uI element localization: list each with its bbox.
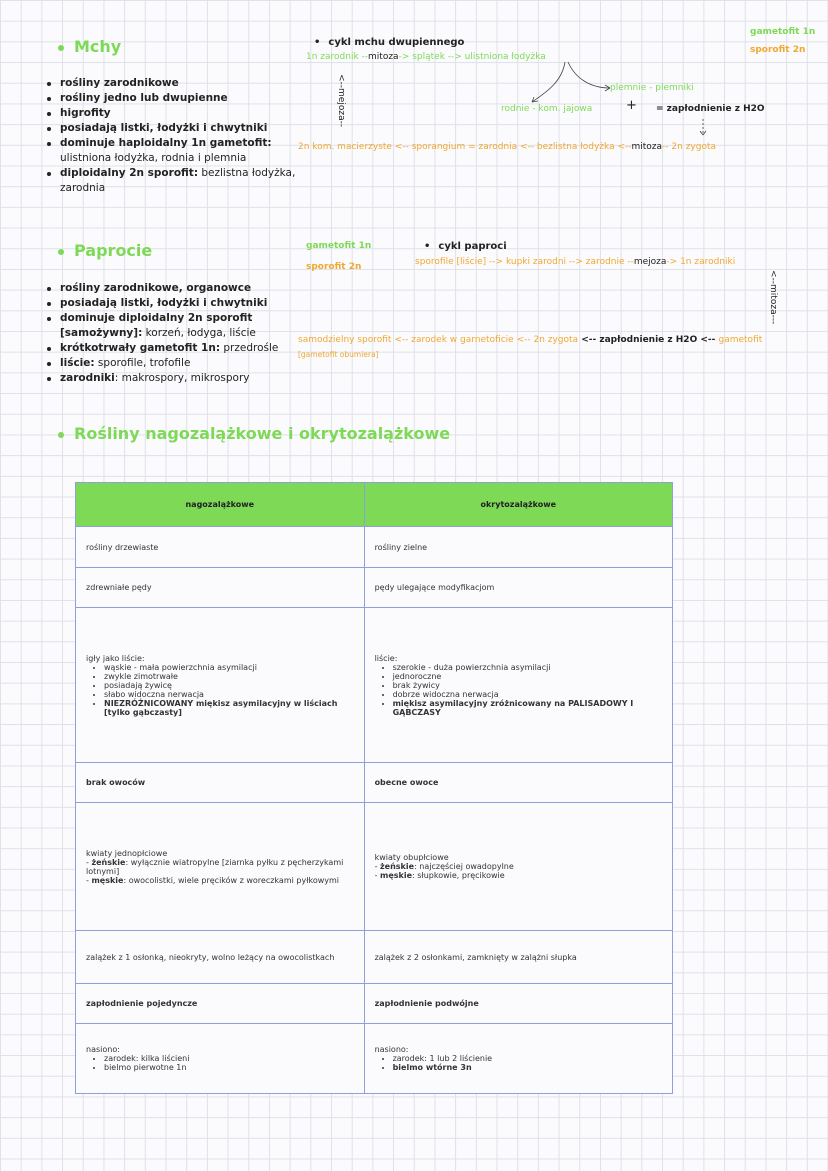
list-item: rośliny jedno lub dwupienne	[60, 91, 300, 106]
table-header-row	[76, 483, 673, 527]
paprocie-mitoza: <--mitoza---	[768, 270, 778, 325]
list-item: zarodniki: makrospory, mikrospory	[60, 371, 310, 386]
table-cell: brak owoców	[76, 763, 365, 803]
mchy-down-arrow	[698, 118, 708, 138]
section-title-text: Paprocie	[74, 241, 153, 260]
paprocie-cycle-top: sporofile [liście] --> kupki zarodni --> zarodnie --mejoza-> 1n zarodniki	[415, 257, 736, 267]
mchy-cycle-row1: 1n zarodnik --mitoza-> splątek --> ulistniona łodyżka	[306, 52, 546, 62]
mchy-branch-arrows	[520, 60, 620, 110]
mchy-bullet-list	[40, 76, 300, 196]
list-item: rośliny zarodnikowe	[60, 76, 300, 91]
table-cell: igły jako liście: • wąskie - mała powierzchnia asymilacji • zwykle zimotrwałe • posiadają żywicę • słabo widoczna nerwacja • NIEZRÓŻNICOWANY miękisz asymilacyjny w liściach [tylko gąbczasty]	[76, 608, 365, 763]
table-cell: liście: • szerokie - duża powierzchnia asymilacji • jednoroczne • brak żywicy • dobrze widoczna nerwacja • miękisz asymilacyjny zróżnicowany na PALISADOWY I GĄBCZASY	[364, 608, 672, 763]
section-title-rosliny	[58, 424, 450, 443]
paprocie-bullet-list	[40, 281, 310, 386]
table-cell: kwiaty obupłciowe - żeńskie: najczęściej owadopylne - męskie: słupkowie, pręcikowie	[364, 803, 672, 931]
list-item: liście: sporofile, trofofile	[60, 356, 310, 371]
mchy-cycle-title: • cykl mchu dwupiennego	[314, 37, 464, 48]
table-row	[76, 527, 673, 568]
table-cell: nasiono: • zarodek: kilka liścieni • bielmo pierwotne 1n	[76, 1024, 365, 1094]
table-cell: zapłodnienie pojedyncze	[76, 984, 365, 1024]
table-cell: pędy ulegające modyfikacjom	[364, 568, 672, 608]
mchy-zaplodnienie: = zapłodnienie z H2O	[656, 104, 765, 114]
table-row	[76, 984, 673, 1024]
list-item: posiadają listki, łodyżki i chwytniki	[60, 296, 310, 311]
list-item: rośliny zarodnikowe, organowce	[60, 281, 310, 296]
mchy-plemnie: plemnie - plemniki	[610, 83, 694, 93]
bullet-dot	[58, 45, 64, 51]
list-item: dominuje diploidalny 2n sporofit [samożywny]: korzeń, łodyga, liście	[60, 311, 310, 341]
mchy-mejoza: <--mejoza--	[336, 74, 346, 128]
header-nagozalazkowe: nagozalążkowe	[76, 483, 365, 527]
table-cell: obecne owoce	[364, 763, 672, 803]
table-cell: rośliny zielne	[364, 527, 672, 568]
list-item: higrofity	[60, 106, 300, 121]
paprocie-legend-sporofit: sporofit 2n	[306, 262, 362, 272]
mchy-legend-gametofit: gametofit 1n	[750, 27, 816, 37]
table-row	[76, 763, 673, 803]
table-row	[76, 608, 673, 763]
mchy-cycle-bottom: 2n kom. macierzyste <-- sporangium = zarodnia <-- bezlistna łodyżka <--mitoza-- 2n zygota	[298, 142, 717, 152]
mchy-legend-sporofit: sporofit 2n	[750, 45, 806, 55]
table-cell: zdrewniałe pędy	[76, 568, 365, 608]
list-item: posiadają listki, łodyżki i chwytniki	[60, 121, 300, 136]
paprocie-cycle-title: • cykl paproci	[424, 241, 507, 252]
paprocie-obumiera: [gametofit obumiera]	[298, 350, 379, 359]
bullet-dot	[58, 432, 64, 438]
list-item: dominuje haploidalny 1n gametofit: ulistniona łodyżka, rodnia i plemnia	[60, 136, 300, 166]
table-row	[76, 931, 673, 984]
table-row	[76, 803, 673, 931]
section-title-text: Mchy	[74, 37, 122, 56]
header-okrytozalazkowe: okrytozalążkowe	[364, 483, 672, 527]
table-cell: rośliny drzewiaste	[76, 527, 365, 568]
mchy-plus: +	[626, 98, 637, 113]
table-row	[76, 568, 673, 608]
section-title-text: Rośliny nagozalążkowe i okrytozalążkowe	[74, 424, 451, 443]
paprocie-cycle-bottom: samodzielny sporofit <-- zarodek w garnetoficie <-- 2n zygota <-- zapłodnienie z H2O <-- gametofit	[298, 335, 763, 345]
section-title-paprocie	[58, 241, 152, 260]
table-cell: zapłodnienie podwójne	[364, 984, 672, 1024]
table-cell: nasiono: • zarodek: 1 lub 2 liścienie • bielmo wtórne 3n	[364, 1024, 672, 1094]
list-item: diploidalny 2n sporofit: bezlistna łodyżka, zarodnia	[60, 166, 300, 196]
table-cell: kwiaty jednopłciowe - żeńskie: wyłącznie wiatropylne [ziarnka pyłku z pęcherzykami lotnymi] - męskie: owocolistki, wiele pręcików z woreczkami pyłkowymi	[76, 803, 365, 931]
mchy-rodnie: rodnie - kom. jajowa	[501, 104, 593, 114]
section-title-mchy	[58, 37, 121, 56]
bullet-dot	[58, 249, 64, 255]
list-item: krótkotrwały gametofit 1n: przedrośle	[60, 341, 310, 356]
paprocie-legend-gametofit: gametofit 1n	[306, 241, 372, 251]
table-row	[76, 1024, 673, 1094]
table-cell: zalążek z 1 osłonką, nieokryty, wolno leżący na owocolistkach	[76, 931, 365, 984]
comparison-table	[75, 482, 673, 1094]
table-cell: zalążek z 2 osłonkami, zamknięty w zalążni słupka	[364, 931, 672, 984]
